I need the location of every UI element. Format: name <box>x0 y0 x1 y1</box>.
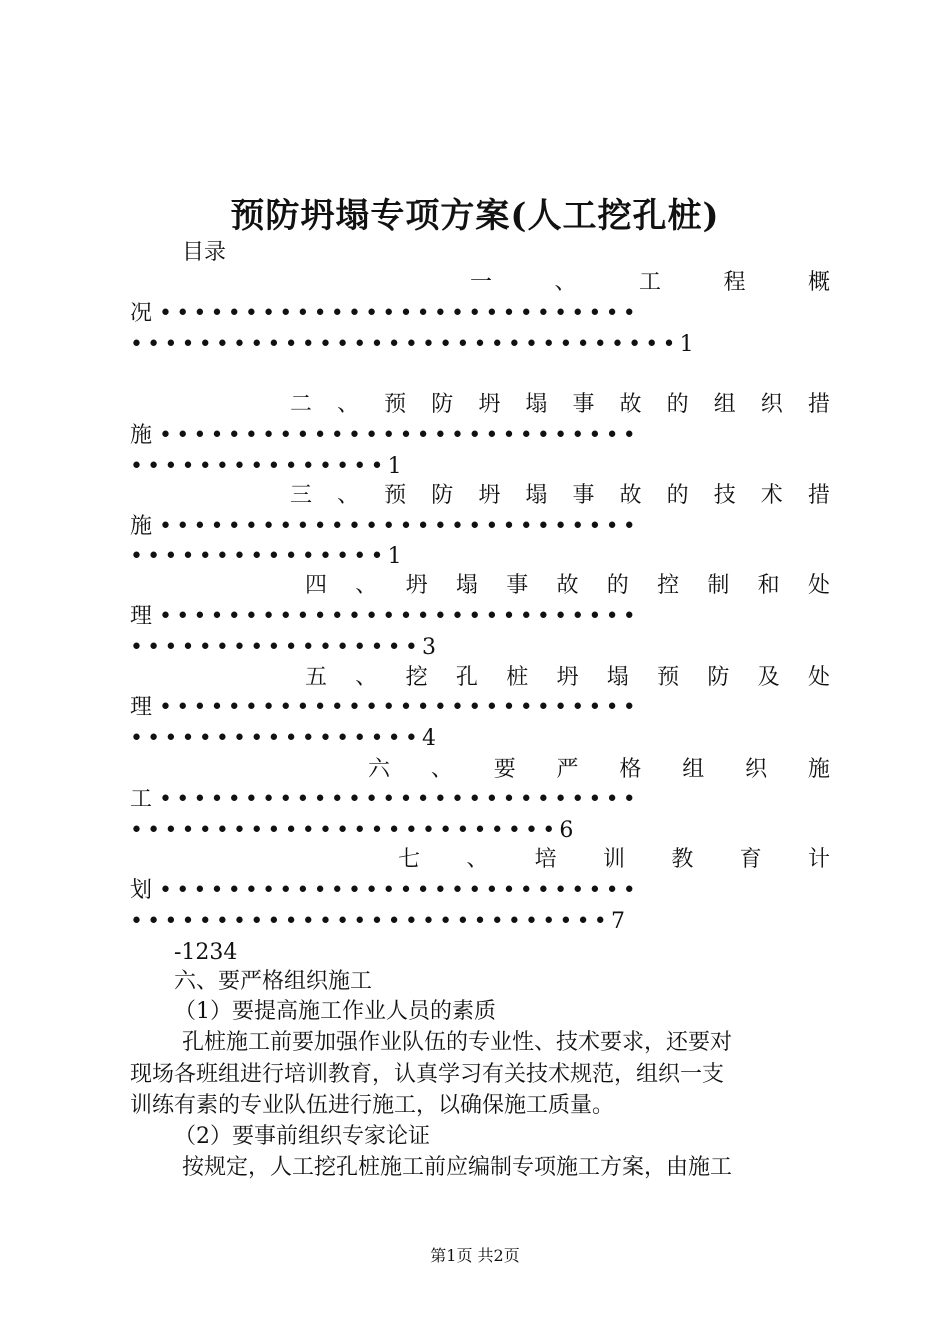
toc-entry-tail: 理 <box>130 695 153 720</box>
toc-entry-6-leader: 工 •••••••••••••••••••••••••••• <box>130 787 640 812</box>
toc-heading: 目录 <box>182 240 227 265</box>
toc-page-number: 1 <box>679 332 694 357</box>
toc-entry-6-heading: 六 、 要 严 格 组 织 施 <box>368 757 830 782</box>
page-footer: 第1页 共2页 <box>430 1246 520 1265</box>
paragraph-2-line-1: 按规定，人工挖孔桩施工前应编制专项施工方案，由施工 <box>182 1155 733 1180</box>
toc-page-number: 1 <box>387 454 402 479</box>
toc-entry-7-leader-2: ••••••••••••••••••••••••••••7 <box>130 909 625 934</box>
toc-page-number: 3 <box>422 635 437 660</box>
toc-entry-3-heading: 三 、 预 防 坍 塌 事 故 的 技 术 措 <box>290 483 830 508</box>
toc-entry-3-leader: 施 •••••••••••••••••••••••••••• <box>130 514 640 539</box>
paragraph-1-line-1: 孔桩施工前要加强作业队伍的专业性、技术要求，还要对 <box>182 1030 733 1055</box>
paragraph-1-line-2: 现场各班组进行培训教育，认真学习有关技术规范，组织一支 <box>130 1062 725 1087</box>
toc-entry-7-heading: 七 、 培 训 教 育 计 <box>398 847 830 872</box>
toc-entry-5-leader-2: •••••••••••••••••4 <box>130 726 437 751</box>
toc-entry-tail: 工 <box>130 787 153 812</box>
toc-entry-5-heading: 五 、 挖 孔 桩 坍 塌 预 防 及 处 <box>305 665 830 690</box>
subsection-heading-1: （1）要提高施工作业人员的素质 <box>174 999 496 1024</box>
toc-page-number: 1 <box>387 544 402 569</box>
toc-entry-tail: 划 <box>130 878 153 903</box>
toc-entry-4-leader-2: •••••••••••••••••3 <box>130 635 437 660</box>
toc-entry-3-leader-2: •••••••••••••••1 <box>130 544 402 569</box>
toc-entry-4-heading: 四 、 坍 塌 事 故 的 控 制 和 处 <box>305 573 830 598</box>
toc-entry-6-leader-2: •••••••••••••••••••••••••6 <box>130 818 574 843</box>
toc-entry-1-heading: 一 、 工 程 概 <box>470 270 830 295</box>
toc-page-number: 6 <box>559 818 574 843</box>
toc-entry-tail: 理 <box>130 604 153 629</box>
page-range: -1234 <box>174 940 238 965</box>
toc-entry-5-leader: 理 •••••••••••••••••••••••••••• <box>130 695 640 720</box>
toc-entry-tail: 施 <box>130 423 153 448</box>
document-title: 预防坍塌专项方案(人工挖孔桩) <box>230 196 720 236</box>
toc-page-number: 7 <box>610 909 625 934</box>
toc-entry-tail: 施 <box>130 514 153 539</box>
toc-entry-1-leader-2: ••••••••••••••••••••••••••••••••1 <box>130 332 694 357</box>
toc-entry-1-leader: 况 •••••••••••••••••••••••••••• <box>130 301 640 326</box>
toc-entry-2-leader: 施 •••••••••••••••••••••••••••• <box>130 423 640 448</box>
paragraph-1-line-3: 训练有素的专业队伍进行施工，以确保施工质量。 <box>130 1093 615 1118</box>
toc-entry-2-leader-2: •••••••••••••••1 <box>130 454 402 479</box>
toc-entry-2-heading: 二 、 预 防 坍 塌 事 故 的 组 织 措 <box>290 392 830 417</box>
toc-entry-tail: 况 <box>130 301 153 326</box>
subsection-heading-2: （2）要事前组织专家论证 <box>174 1124 430 1149</box>
toc-entry-7-leader: 划 •••••••••••••••••••••••••••• <box>130 878 640 903</box>
toc-page-number: 4 <box>422 726 437 751</box>
toc-entry-4-leader: 理 •••••••••••••••••••••••••••• <box>130 604 640 629</box>
section-heading: 六、要严格组织施工 <box>174 969 373 994</box>
